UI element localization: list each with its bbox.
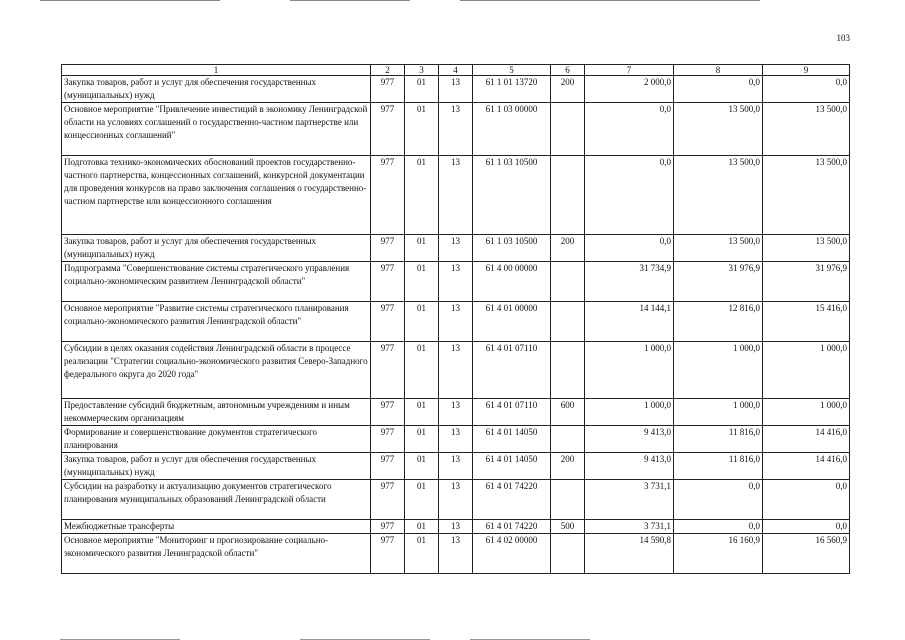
cell-amount: 0,0 [674, 480, 763, 520]
cell-amount: 14 590,8 [585, 534, 674, 574]
cell-code: 01 [405, 453, 439, 480]
cell-amount: 0,0 [674, 520, 763, 534]
cell-amount: 31 976,9 [763, 262, 850, 302]
table-row [62, 103, 850, 156]
table-row [62, 76, 850, 103]
cell-code: 61 4 01 74220 [473, 520, 551, 534]
cell-code [551, 262, 585, 302]
cell-code: 200 [551, 235, 585, 262]
row-name: Межбюджетные трансферты [62, 520, 371, 534]
cell-code: 13 [439, 302, 473, 342]
cell-amount: 1 000,0 [763, 342, 850, 399]
top-rule [460, 0, 760, 1]
column-header: 9 [763, 65, 850, 76]
cell-code: 977 [371, 235, 405, 262]
cell-amount: 9 413,0 [585, 426, 674, 453]
cell-code: 13 [439, 426, 473, 453]
cell-code: 13 [439, 156, 473, 235]
cell-code: 61 1 03 00000 [473, 103, 551, 156]
cell-amount: 0,0 [763, 76, 850, 103]
cell-code: 500 [551, 520, 585, 534]
cell-amount: 11 816,0 [674, 453, 763, 480]
row-name: Основное мероприятие "Развитие системы стратегического планирования социально-экономического развития Ленинградской области" [62, 302, 371, 342]
page-number: 103 [836, 33, 850, 43]
cell-amount: 13 500,0 [674, 235, 763, 262]
cell-amount: 31 976,9 [674, 262, 763, 302]
cell-code: 977 [371, 534, 405, 574]
cell-code: 01 [405, 480, 439, 520]
cell-code: 977 [371, 103, 405, 156]
table-row [62, 156, 850, 235]
cell-code: 13 [439, 103, 473, 156]
cell-amount: 0,0 [585, 235, 674, 262]
row-name: Подпрограмма "Совершенствование системы стратегического управления социально-экономическим развитием Ленинградской области" [62, 262, 371, 302]
cell-code: 13 [439, 399, 473, 426]
row-name: Формирование и совершенствование документов стратегического планирования [62, 426, 371, 453]
table-row [62, 520, 850, 534]
column-header: 6 [551, 65, 585, 76]
top-rule [290, 0, 410, 1]
cell-code: 200 [551, 453, 585, 480]
table-row [62, 480, 850, 520]
cell-code: 61 4 02 00000 [473, 534, 551, 574]
cell-amount: 1 000,0 [674, 399, 763, 426]
cell-code: 977 [371, 399, 405, 426]
cell-code: 01 [405, 103, 439, 156]
cell-code: 13 [439, 76, 473, 103]
cell-amount: 14 416,0 [763, 426, 850, 453]
cell-code: 01 [405, 520, 439, 534]
budget-table [61, 64, 850, 574]
cell-code: 61 4 01 07110 [473, 342, 551, 399]
cell-code [551, 426, 585, 453]
table-row [62, 426, 850, 453]
cell-amount: 1 000,0 [585, 342, 674, 399]
cell-code: 977 [371, 76, 405, 103]
row-name: Закупка товаров, работ и услуг для обеспечения государственных (муниципальных) нужд [62, 453, 371, 480]
cell-amount: 1 000,0 [763, 399, 850, 426]
cell-amount: 3 731,1 [585, 480, 674, 520]
cell-code: 01 [405, 302, 439, 342]
cell-code: 13 [439, 235, 473, 262]
row-name: Основное мероприятие "Привлечение инвестиций в экономику Ленинградской области на условиях соглашений о государственно-частном партнерстве или концессионных соглашений" [62, 103, 371, 156]
cell-code: 01 [405, 426, 439, 453]
cell-amount: 13 500,0 [763, 156, 850, 235]
cell-code: 61 4 01 00000 [473, 302, 551, 342]
cell-code: 01 [405, 399, 439, 426]
cell-code: 61 1 03 10500 [473, 156, 551, 235]
cell-amount: 15 416,0 [763, 302, 850, 342]
cell-code: 977 [371, 480, 405, 520]
cell-code: 13 [439, 480, 473, 520]
cell-code: 977 [371, 302, 405, 342]
cell-amount: 9 413,0 [585, 453, 674, 480]
cell-amount: 0,0 [585, 156, 674, 235]
cell-code: 977 [371, 426, 405, 453]
column-header: 8 [674, 65, 763, 76]
cell-code: 13 [439, 262, 473, 302]
row-name: Закупка товаров, работ и услуг для обеспечения государственных (муниципальных) нужд [62, 76, 371, 103]
row-name: Субсидии на разработку и актуализацию документов стратегического планирования муниципальных образований Ленинградской области [62, 480, 371, 520]
cell-code: 61 4 01 07110 [473, 399, 551, 426]
cell-amount: 13 500,0 [763, 235, 850, 262]
row-name: Подготовка технико-экономических обоснований проектов государственно-частного партнерства, концессионных соглашений, конкурсной документации для проведения конкурсов на право заключения соглашения о государственно-частном партнерстве или концессионного соглашения [62, 156, 371, 235]
cell-amount: 0,0 [674, 76, 763, 103]
cell-amount: 13 500,0 [674, 103, 763, 156]
cell-code [551, 103, 585, 156]
table-header-row [62, 65, 850, 76]
cell-amount: 11 816,0 [674, 426, 763, 453]
cell-amount: 0,0 [763, 520, 850, 534]
row-name: Субсидии в целях оказания содействия Ленинградской области в процессе реализации "Стратегии социально-экономического развития Северо-Западного федерального округа до 2020 года" [62, 342, 371, 399]
cell-code [551, 156, 585, 235]
cell-code: 977 [371, 156, 405, 235]
cell-code: 13 [439, 520, 473, 534]
cell-code: 13 [439, 534, 473, 574]
cell-amount: 14 416,0 [763, 453, 850, 480]
column-header: 5 [473, 65, 551, 76]
column-header: 7 [585, 65, 674, 76]
table-row [62, 235, 850, 262]
cell-code: 01 [405, 235, 439, 262]
cell-code: 01 [405, 342, 439, 399]
table-row [62, 534, 850, 574]
column-header: 3 [405, 65, 439, 76]
table-row [62, 302, 850, 342]
cell-code: 01 [405, 534, 439, 574]
cell-code: 01 [405, 156, 439, 235]
cell-code: 61 1 03 10500 [473, 235, 551, 262]
cell-amount: 1 000,0 [585, 399, 674, 426]
cell-code [551, 302, 585, 342]
cell-code: 61 4 00 00000 [473, 262, 551, 302]
cell-amount: 14 144,1 [585, 302, 674, 342]
cell-code: 61 4 01 74220 [473, 480, 551, 520]
cell-amount: 3 731,1 [585, 520, 674, 534]
cell-amount: 12 816,0 [674, 302, 763, 342]
cell-code: 61 4 01 14050 [473, 453, 551, 480]
cell-code: 61 1 01 13720 [473, 76, 551, 103]
column-header: 1 [62, 65, 371, 76]
cell-amount: 16 560,9 [763, 534, 850, 574]
cell-amount: 2 000,0 [585, 76, 674, 103]
cell-code [551, 480, 585, 520]
cell-amount: 31 734,9 [585, 262, 674, 302]
table-row [62, 453, 850, 480]
row-name: Закупка товаров, работ и услуг для обеспечения государственных (муниципальных) нужд [62, 235, 371, 262]
table-row [62, 399, 850, 426]
cell-code: 600 [551, 399, 585, 426]
cell-amount: 0,0 [763, 480, 850, 520]
cell-code: 01 [405, 76, 439, 103]
cell-code: 13 [439, 342, 473, 399]
table-row [62, 262, 850, 302]
cell-amount: 13 500,0 [674, 156, 763, 235]
cell-amount: 1 000,0 [674, 342, 763, 399]
cell-amount: 13 500,0 [763, 103, 850, 156]
top-rule [40, 0, 220, 1]
cell-amount: 16 160,9 [674, 534, 763, 574]
cell-code [551, 342, 585, 399]
cell-code: 61 4 01 14050 [473, 426, 551, 453]
cell-code: 977 [371, 342, 405, 399]
row-name: Предоставление субсидий бюджетным, автономным учреждениям и иным некоммерческим организациям [62, 399, 371, 426]
cell-code: 01 [405, 262, 439, 302]
cell-code [551, 534, 585, 574]
row-name: Основное мероприятие "Мониторинг и прогнозирование социально-экономического развития Ленинградской области" [62, 534, 371, 574]
cell-code: 977 [371, 520, 405, 534]
cell-code: 977 [371, 262, 405, 302]
cell-code: 200 [551, 76, 585, 103]
cell-code: 977 [371, 453, 405, 480]
cell-code: 13 [439, 453, 473, 480]
cell-amount: 0,0 [585, 103, 674, 156]
table-row [62, 342, 850, 399]
column-header: 2 [371, 65, 405, 76]
column-header: 4 [439, 65, 473, 76]
